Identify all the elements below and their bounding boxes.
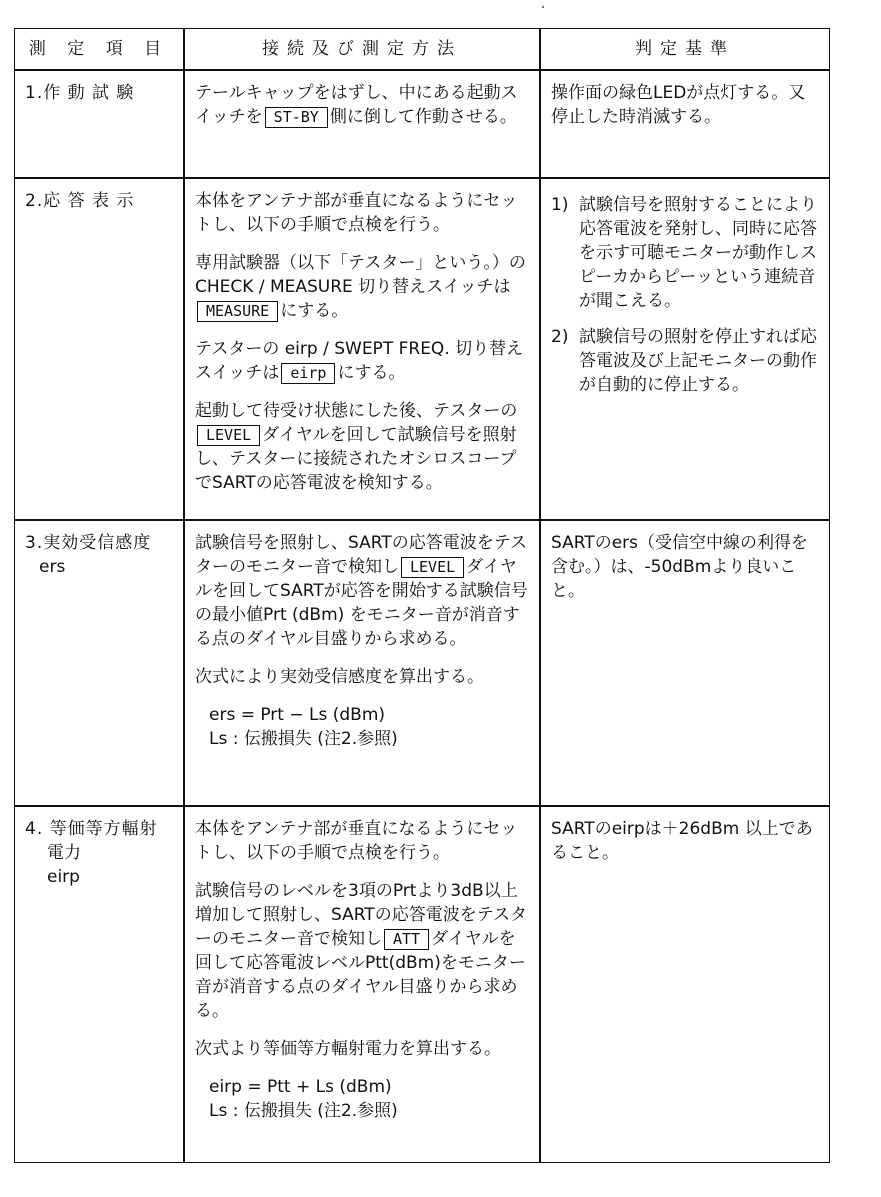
scan-speck [542, 6, 544, 8]
row3-criteria-text: SARTのers（受信空中線の利得を含む。）は、-50dBmより良いこと。 [551, 533, 808, 601]
row3-item-sub: ers [39, 557, 66, 577]
row1-criteria [541, 71, 829, 177]
header-criteria: 判定基準 [635, 39, 735, 59]
row4-method-p2-b: ダイヤルを回して応答電波レベルPtt(dBm)をモニター音が消音する点のダイヤル目盛りから求める。 [195, 929, 526, 1021]
list-number: 1) [551, 195, 569, 215]
formula [195, 703, 531, 751]
row2-item-label: 2.応 答 表 示 [25, 191, 135, 211]
row1-method-text: テールキャップをはずし、中にある起動スイッチを [195, 83, 518, 127]
row4-criteria [541, 807, 829, 1162]
row3-item-label: 3.実効受信感度 [25, 533, 152, 553]
row2-item [15, 179, 183, 519]
row4-item-sub: 電力 [47, 843, 81, 863]
header-item: 測 定 項 目 [28, 39, 170, 59]
row1-criteria-text: 操作面の緑色LEDが点灯する。又停止した時消滅する。 [551, 83, 806, 127]
row2-method-p4-b: ダイヤルを回して試験信号を照射し、テスターに接続されたオシロスコープでSARTの応答電波を検知する。 [195, 425, 517, 493]
row4-item-label: 4. 等価等方輻射 [25, 819, 158, 839]
row2-method [185, 179, 539, 519]
list-number: 2) [551, 327, 569, 347]
row4-method [185, 807, 539, 1162]
inspection-table [14, 28, 830, 1163]
formula-note: Ls : 伝搬損失 (注2.参照) [209, 1101, 398, 1121]
row4-method-p2: 試験信号のレベルを3項のPrtより3dB以上増加して照射し、SARTの応答電波をテスターのモニター音で検知し [195, 881, 528, 949]
row1-item [15, 71, 183, 177]
row3-method-p2: 次式により実効受信感度を算出する。 [195, 667, 484, 687]
formula-note: Ls : 伝搬損失 (注2.参照) [209, 729, 398, 749]
row3-method-p1: 試験信号を照射し、SARTの応答電波をテスターのモニター音で検知し [195, 533, 528, 577]
row4-item-sub2: eirp [47, 867, 80, 887]
row1-method-text-b: 側に倒して作動させる。 [329, 107, 517, 127]
row3-item [15, 521, 183, 805]
row4-item [15, 807, 183, 1162]
level-dial-label: LEVEL [197, 425, 260, 446]
level-dial-label: LEVEL [401, 557, 464, 578]
row4-criteria-text: SARTのeirpは＋26dBm 以上であること。 [551, 819, 813, 863]
formula [195, 1075, 531, 1123]
criteria-list-item [551, 193, 821, 313]
row2-method-p3: テスターの eirp / SWEPT FREQ. 切り替えスイッチは [195, 339, 524, 383]
row3-method-p1-b: ダイヤルを回してSARTが応答を開始する試験信号の最小値Prt (dBm) をモニター音が消音する点のダイヤル目盛りから求める。 [195, 557, 528, 649]
row3-method [185, 521, 539, 805]
list-text: 試験信号の照射を停止すれば応答電波及び上記モニターの動作が自動的に停止する。 [579, 327, 817, 395]
measure-switch-label: MEASURE [197, 301, 278, 322]
row3-criteria [541, 521, 829, 805]
row1-method [185, 71, 539, 177]
att-dial-label: ATT [384, 929, 429, 950]
header-method: 接続及び測定方法 [262, 39, 462, 59]
list-text: 試験信号を照射することにより応答電波を発射し、同時に応答を示す可聴モニターが動作しスピーカからピーッという連続音が聞こえる。 [579, 195, 817, 311]
formula-line: eirp = Ptt + Ls (dBm) [209, 1077, 392, 1097]
row2-method-p2: 専用試験器（以下「テスター」という。）の CHECK / MEASURE 切り替えスイッチは [195, 253, 526, 297]
row2-method-p3-b: にする。 [337, 363, 406, 383]
formula-line: ers = Prt − Ls (dBm) [209, 705, 386, 725]
st-by-switch-label: ST-BY [265, 107, 328, 128]
row2-method-p1: 本体をアンテナ部が垂直になるようにセットし、以下の手順で点検を行う。 [195, 191, 518, 235]
criteria-list-item [551, 325, 821, 397]
row2-method-p2-b: にする。 [280, 301, 349, 321]
eirp-switch-label: eirp [281, 363, 335, 384]
row4-method-p3: 次式より等価等方輻射電力を算出する。 [195, 1039, 501, 1059]
row2-method-p4: 起動して待受け状態にした後、テスターの [195, 401, 518, 421]
row2-criteria [541, 179, 829, 519]
row4-method-p1: 本体をアンテナ部が垂直になるようにセットし、以下の手順で点検を行う。 [195, 819, 518, 863]
row1-item-label: 1.作 動 試 験 [25, 83, 135, 103]
